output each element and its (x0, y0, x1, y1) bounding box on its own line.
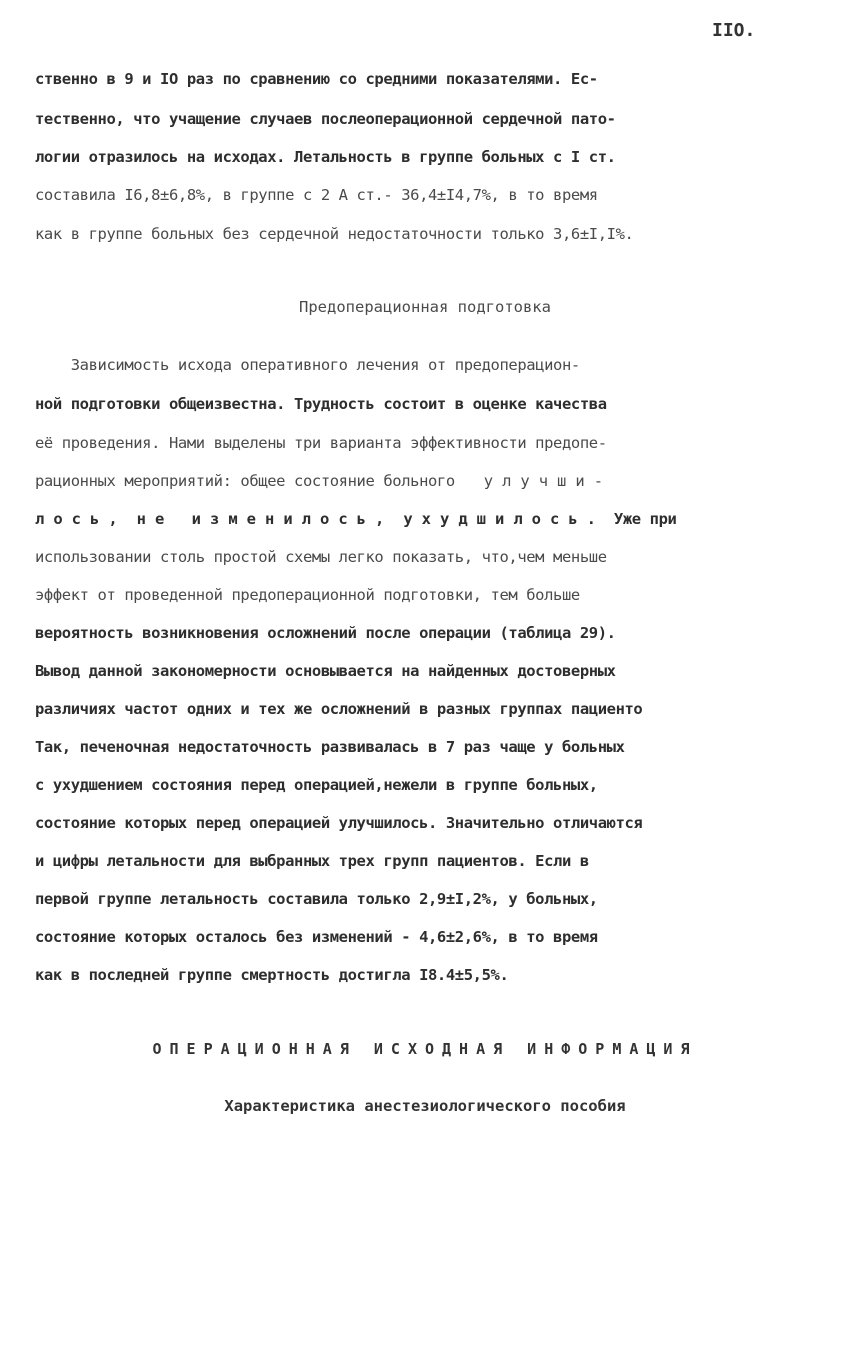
text-line: эффект от проведенной предоперационной подготовки, тем больше (35, 586, 580, 604)
text-line: состояние которых осталось без изменений - 4,6±2,6%, в то время (35, 928, 598, 946)
spaced-word: не изменилось, (136, 510, 394, 528)
text-line: различиях частот одних и тех же осложнений в разных группах пациенто (35, 700, 643, 718)
spaced-word: ухудшилось. (403, 510, 605, 528)
chapter-heading: ОПЕРАЦИОННАЯ ИСХОДНАЯ ИНФОРМАЦИЯ (152, 1040, 698, 1058)
spaced-word: улучши- (483, 472, 613, 490)
text-line: использовании столь простой схемы легко показать, что,чем меньше (35, 548, 607, 566)
text-line: и цифры летальности для выбранных трех групп пациентов. Если в (35, 852, 589, 870)
text-segment: Уже при (604, 510, 677, 528)
spaced-word: лось, (35, 510, 127, 528)
text-line: логии отразилось на исходах. Летальность в группе больных с I ст. (35, 148, 616, 166)
text-line: ной подготовки общеизвестна. Трудность состоит в оценке качества (35, 395, 607, 413)
text-line: составила I6,8±6,8%, в группе с 2 А ст.- 36,4±I4,7%, в то время (35, 186, 598, 204)
text-line: Вывод данной закономерности основывается на найденных достоверных (35, 662, 616, 680)
text-line: как в последней группе смертность достигла I8.4±5,5%. (35, 966, 509, 984)
text-line: её проведения. Нами выделены три варианта эффективности предопе- (35, 434, 607, 452)
text-line: ственно в 9 и IO раз по сравнению со средними показателями. Ес- (35, 70, 598, 88)
section-heading: Предоперационная подготовка (299, 298, 551, 316)
subsection-heading: Характеристика анестезиологического пособия (224, 1097, 626, 1115)
text-line: Зависимость исхода оперативного лечения от предоперацион- (35, 356, 580, 374)
text-line (35, 472, 825, 490)
text-line: тественно, что учащение случаев послеоперационной сердечной пато- (35, 110, 616, 128)
text-segment: рационных мероприятий: общее состояние больного (35, 472, 464, 490)
text-line: Так, печеночная недостаточность развивалась в 7 раз чаще у больных (35, 738, 625, 756)
text-line: вероятность возникновения осложнений после операции (таблица 29). (35, 624, 616, 642)
text-line: состояние которых перед операцией улучшилось. Значительно отличаются (35, 814, 643, 832)
text-line (35, 510, 825, 528)
text-line: первой группе летальность составила только 2,9±I,2%, у больных, (35, 890, 598, 908)
text-line: с ухудшением состояния перед операцией,нежели в группе больных, (35, 776, 598, 794)
text-line: как в группе больных без сердечной недостаточности только 3,6±I,I%. (35, 225, 634, 243)
page-number: IIO. (712, 20, 756, 41)
